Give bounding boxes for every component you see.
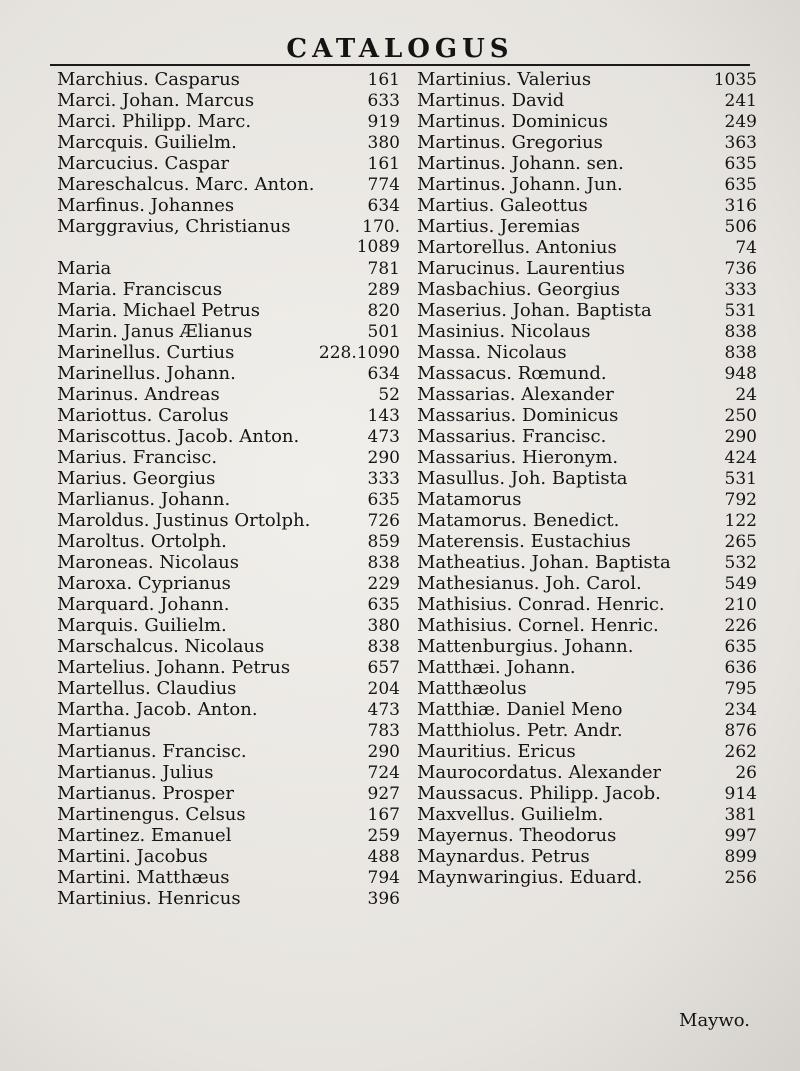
entry-name: Maria xyxy=(57,258,112,279)
entry-page-number: 736 xyxy=(724,259,757,279)
entry-name: Massacus. Rœmund. xyxy=(417,363,607,384)
entry-name: Mattenburgius. Johann. xyxy=(417,636,634,657)
entry-page-number: 473 xyxy=(367,427,400,447)
entry-page-number: 635 xyxy=(724,154,757,174)
entry-page-number: 380 xyxy=(367,133,400,153)
catalog-entry xyxy=(57,321,400,342)
catalog-entry xyxy=(417,489,757,510)
entry-name: Mathesianus. Joh. Carol. xyxy=(417,573,642,594)
entry-name: Marlianus. Johann. xyxy=(57,489,231,510)
entry-page-number: 501 xyxy=(367,322,400,342)
entry-name: Marinellus. Curtius xyxy=(57,342,235,363)
entry-name: Martianus. Julius xyxy=(57,762,214,783)
catalog-entry xyxy=(57,783,400,804)
catalog-entry xyxy=(57,405,400,426)
catalog-entry xyxy=(57,111,400,132)
entry-page-number: 838 xyxy=(367,637,400,657)
entry-page-number: 531 xyxy=(724,301,757,321)
catalog-entry xyxy=(57,90,400,111)
catalog-entry xyxy=(417,153,757,174)
catalog-entry xyxy=(417,552,757,573)
entry-page-number: 792 xyxy=(724,490,757,510)
catalog-entry xyxy=(417,279,757,300)
entry-page-number: 795 xyxy=(724,679,757,699)
entry-name: Martellus. Claudius xyxy=(57,678,237,699)
entry-page-number: 876 xyxy=(724,721,757,741)
catalog-entry xyxy=(57,195,400,216)
catalog-entry xyxy=(417,825,757,846)
entry-name: Marcucius. Caspar xyxy=(57,153,230,174)
entry-page-number: 290 xyxy=(724,427,757,447)
entry-page-number: 781 xyxy=(367,259,400,279)
entry-name: Marfinus. Johannes xyxy=(57,195,235,216)
entry-name: Massarius. Hieronym. xyxy=(417,447,619,468)
entry-page-number: 316 xyxy=(724,196,757,216)
catalog-entry xyxy=(417,174,757,195)
catalog-entry xyxy=(417,762,757,783)
entry-page-number: 488 xyxy=(367,847,400,867)
entry-name: Maroldus. Justinus Ortolph. xyxy=(57,510,311,531)
entry-page-number: 170. xyxy=(362,217,400,237)
entry-page-number: 167 xyxy=(367,805,400,825)
entry-page-number: 927 xyxy=(367,784,400,804)
entry-name: Maroltus. Ortolph. xyxy=(57,531,227,552)
catalog-entry xyxy=(417,426,757,447)
entry-page-number: 290 xyxy=(367,742,400,762)
catalog-entry xyxy=(417,510,757,531)
catalog-entry xyxy=(417,90,757,111)
entry-page-number: 1089 xyxy=(356,237,400,257)
entry-name: Martinengus. Celsus xyxy=(57,804,246,825)
entry-page-number: 381 xyxy=(724,805,757,825)
entry-page-number: 657 xyxy=(367,658,400,678)
entry-name: Mariscottus. Jacob. Anton. xyxy=(57,426,300,447)
header-rule xyxy=(50,64,750,66)
entry-name: Matamorus. Benedict. xyxy=(417,510,620,531)
entry-name: Maria. Franciscus xyxy=(57,279,223,300)
entry-page-number: 859 xyxy=(367,532,400,552)
entry-name: Marius. Georgius xyxy=(57,468,216,489)
entry-name: Matamorus xyxy=(417,489,522,510)
entry-page-number: 259 xyxy=(367,826,400,846)
catalog-entry xyxy=(417,741,757,762)
page-title: CATALOGUS xyxy=(286,34,514,64)
entry-page-number: 204 xyxy=(367,679,400,699)
entry-page-number: 161 xyxy=(367,70,400,90)
catalog-entry xyxy=(417,111,757,132)
catalog-entry xyxy=(417,216,757,237)
entry-page-number: 473 xyxy=(367,700,400,720)
catalog-entry xyxy=(57,300,400,321)
entry-name: Masbachius. Georgius xyxy=(417,279,620,300)
catalog-entry xyxy=(57,132,400,153)
catalog-entry xyxy=(417,237,757,258)
catalog-entry xyxy=(57,489,400,510)
catalog-entry xyxy=(57,699,400,720)
entry-name: Martianus. Prosper xyxy=(57,783,234,804)
catalog-entry xyxy=(417,699,757,720)
entry-name: Maroxa. Cyprianus xyxy=(57,573,231,594)
entry-page-number: 724 xyxy=(367,763,400,783)
entry-page-number: 262 xyxy=(724,742,757,762)
entry-name: Martius. Galeottus xyxy=(417,195,588,216)
entry-page-number: 820 xyxy=(367,301,400,321)
catalog-entry xyxy=(417,594,757,615)
entry-name: Massarius. Francisc. xyxy=(417,426,607,447)
entry-page-number: 424 xyxy=(724,448,757,468)
entry-name: Marcquis. Guilielm. xyxy=(57,132,237,153)
catalog-entry xyxy=(57,804,400,825)
entry-page-number: 290 xyxy=(367,448,400,468)
catalog-entry xyxy=(57,279,400,300)
entry-page-number: 726 xyxy=(367,511,400,531)
entry-name: Maroneas. Nicolaus xyxy=(57,552,240,573)
entry-page-number: 265 xyxy=(724,532,757,552)
entry-name: Massarius. Dominicus xyxy=(417,405,619,426)
entry-name: Maurocordatus. Alexander xyxy=(417,762,662,783)
catalog-entry xyxy=(417,195,757,216)
catalog-entry xyxy=(57,867,400,888)
entry-name: Matthæi. Johann. xyxy=(417,657,576,678)
catalog-entry xyxy=(57,426,400,447)
catalog-entry xyxy=(417,384,757,405)
entry-page-number: 532 xyxy=(724,553,757,573)
entry-name: Matthiæ. Daniel Meno xyxy=(417,699,623,720)
catalog-entry xyxy=(57,720,400,741)
entry-page-number: 380 xyxy=(367,616,400,636)
catalog-entry xyxy=(417,636,757,657)
entry-page-number: 249 xyxy=(724,112,757,132)
right-column xyxy=(417,69,757,888)
entry-name: Martini. Jacobus xyxy=(57,846,208,867)
entry-name: Massa. Nicolaus xyxy=(417,342,567,363)
catalog-entry xyxy=(57,825,400,846)
entry-name: Marchius. Casparus xyxy=(57,69,240,90)
entry-name: Martha. Jacob. Anton. xyxy=(57,699,258,720)
entry-page-number: 1035 xyxy=(713,70,757,90)
catalog-entry xyxy=(57,552,400,573)
catalog-entry xyxy=(57,237,400,258)
entry-page-number: 914 xyxy=(724,784,757,804)
entry-name: Maxvellus. Guilielm. xyxy=(417,804,604,825)
entry-name: Matthæolus xyxy=(417,678,527,699)
catalog-entry xyxy=(57,741,400,762)
catalog-entry xyxy=(417,447,757,468)
entry-name: Masullus. Joh. Baptista xyxy=(417,468,628,489)
catalog-entry xyxy=(417,300,757,321)
catalog-entry xyxy=(57,258,400,279)
catalog-entry xyxy=(417,405,757,426)
entry-name: Mariottus. Carolus xyxy=(57,405,229,426)
entry-name: Martinus. Johann. Jun. xyxy=(417,174,623,195)
entry-page-number: 506 xyxy=(724,217,757,237)
entry-name: Massarias. Alexander xyxy=(417,384,614,405)
catalog-entry xyxy=(57,174,400,195)
entry-name: Masinius. Nicolaus xyxy=(417,321,591,342)
catalog-entry xyxy=(417,720,757,741)
catalog-entry xyxy=(57,510,400,531)
entry-page-number: 635 xyxy=(367,595,400,615)
entry-name: Materensis. Eustachius xyxy=(417,531,631,552)
entry-name: Mathisius. Cornel. Henric. xyxy=(417,615,659,636)
catalog-entry xyxy=(57,678,400,699)
catalog-entry xyxy=(417,321,757,342)
catalog-entry xyxy=(417,846,757,867)
catalog-entry xyxy=(417,867,757,888)
entry-page-number: 838 xyxy=(367,553,400,573)
entry-page-number: 333 xyxy=(367,469,400,489)
catalog-entry xyxy=(417,132,757,153)
catalog-entry xyxy=(57,153,400,174)
catalog-entry xyxy=(417,678,757,699)
entry-name: Maynardus. Petrus xyxy=(417,846,590,867)
entry-name: Mauritius. Ericus xyxy=(417,741,576,762)
catalog-entry xyxy=(57,447,400,468)
catalog-entry xyxy=(57,846,400,867)
entry-name: Maria. Michael Petrus xyxy=(57,300,261,321)
entry-page-number: 74 xyxy=(735,238,757,258)
entry-name: Marin. Janus Ælianus xyxy=(57,321,253,342)
entry-page-number: 161 xyxy=(367,154,400,174)
entry-page-number: 363 xyxy=(724,133,757,153)
entry-page-number: 948 xyxy=(724,364,757,384)
entry-name: Martianus. Francisc. xyxy=(57,741,247,762)
catalog-entry xyxy=(57,573,400,594)
entry-name: Marci. Philipp. Marc. xyxy=(57,111,252,132)
entry-page-number: 396 xyxy=(367,889,400,909)
entry-name: Martinus. Dominicus xyxy=(417,111,608,132)
entry-name: Marquis. Guilielm. xyxy=(57,615,227,636)
catalog-entry xyxy=(57,531,400,552)
entry-name: Maussacus. Philipp. Jacob. xyxy=(417,783,661,804)
entry-name: Marius. Francisc. xyxy=(57,447,218,468)
entry-page-number: 531 xyxy=(724,469,757,489)
entry-name: Martinus. Gregorius xyxy=(417,132,603,153)
entry-name: Marucinus. Laurentius xyxy=(417,258,626,279)
entry-page-number: 122 xyxy=(724,511,757,531)
entry-page-number: 210 xyxy=(724,595,757,615)
catalog-entry xyxy=(417,342,757,363)
entry-page-number: 783 xyxy=(367,721,400,741)
entry-name: Marci. Johan. Marcus xyxy=(57,90,255,111)
entry-name: Martinus. David xyxy=(417,90,565,111)
entry-page-number: 633 xyxy=(367,91,400,111)
catalog-entry xyxy=(57,69,400,90)
entry-page-number: 899 xyxy=(724,847,757,867)
entry-name: Martinus. Johann. sen. xyxy=(417,153,624,174)
entry-name: Martini. Matthæus xyxy=(57,867,230,888)
entry-page-number: 635 xyxy=(724,637,757,657)
entry-page-number: 635 xyxy=(724,175,757,195)
entry-page-number: 774 xyxy=(367,175,400,195)
entry-page-number: 229 xyxy=(367,574,400,594)
entry-name: Matthiolus. Petr. Andr. xyxy=(417,720,623,741)
catalog-entry xyxy=(57,594,400,615)
entry-page-number: 289 xyxy=(367,280,400,300)
entry-name: Martinez. Emanuel xyxy=(57,825,232,846)
entry-name: Martinius. Valerius xyxy=(417,69,592,90)
entry-page-number: 228.1090 xyxy=(318,343,400,363)
catalog-entry xyxy=(417,615,757,636)
entry-name: Mayernus. Theodorus xyxy=(417,825,617,846)
entry-name: Martianus xyxy=(57,720,151,741)
entry-page-number: 250 xyxy=(724,406,757,426)
entry-name: Martius. Jeremias xyxy=(417,216,580,237)
catchword: Maywo. xyxy=(679,1010,750,1031)
catalog-entry xyxy=(57,363,400,384)
entry-page-number: 997 xyxy=(724,826,757,846)
catalog-entry xyxy=(57,216,400,237)
entry-name: Mathisius. Conrad. Henric. xyxy=(417,594,665,615)
catalog-entry xyxy=(417,531,757,552)
entry-name: Matheatius. Johan. Baptista xyxy=(417,552,671,573)
entry-page-number: 794 xyxy=(367,868,400,888)
entry-name: Marggravius, Christianus xyxy=(57,216,291,237)
catalog-entry xyxy=(417,573,757,594)
entry-page-number: 241 xyxy=(724,91,757,111)
entry-page-number: 226 xyxy=(724,616,757,636)
entry-name: Marquard. Johann. xyxy=(57,594,230,615)
entry-name: Marinus. Andreas xyxy=(57,384,220,405)
entry-name: Martelius. Johann. Petrus xyxy=(57,657,291,678)
catalog-entry xyxy=(417,69,757,90)
catalog-entry xyxy=(417,363,757,384)
catalog-entry xyxy=(57,888,400,909)
entry-page-number: 333 xyxy=(724,280,757,300)
entry-name: Marinellus. Johann. xyxy=(57,363,236,384)
entry-name: Martorellus. Antonius xyxy=(417,237,617,258)
catalog-entry xyxy=(417,804,757,825)
entry-page-number: 634 xyxy=(367,196,400,216)
entry-name: Martinius. Henricus xyxy=(57,888,241,909)
entry-page-number: 143 xyxy=(367,406,400,426)
catalog-entry xyxy=(57,762,400,783)
entry-name: Mareschalcus. Marc. Anton. xyxy=(57,174,315,195)
catalog-entry xyxy=(417,783,757,804)
entry-page-number: 52 xyxy=(378,385,400,405)
entry-name: Maynwaringius. Eduard. xyxy=(417,867,643,888)
entry-name: Maserius. Johan. Baptista xyxy=(417,300,652,321)
catalog-entry xyxy=(57,342,400,363)
entry-page-number: 26 xyxy=(735,763,757,783)
catalog-entry xyxy=(57,468,400,489)
entry-page-number: 634 xyxy=(367,364,400,384)
catalog-entry xyxy=(57,636,400,657)
catalog-entry xyxy=(57,615,400,636)
entry-page-number: 24 xyxy=(735,385,757,405)
entry-page-number: 636 xyxy=(724,658,757,678)
catalog-entry xyxy=(57,657,400,678)
catalog-entry xyxy=(417,258,757,279)
catalog-entry xyxy=(417,468,757,489)
entry-page-number: 234 xyxy=(724,700,757,720)
entry-page-number: 838 xyxy=(724,322,757,342)
entry-name: Marschalcus. Nicolaus xyxy=(57,636,265,657)
entry-page-number: 838 xyxy=(724,343,757,363)
entry-page-number: 256 xyxy=(724,868,757,888)
catalog-entry xyxy=(417,657,757,678)
entry-page-number: 919 xyxy=(367,112,400,132)
entry-page-number: 549 xyxy=(724,574,757,594)
catalog-entry xyxy=(57,384,400,405)
entry-page-number: 635 xyxy=(367,490,400,510)
left-column xyxy=(57,69,400,909)
